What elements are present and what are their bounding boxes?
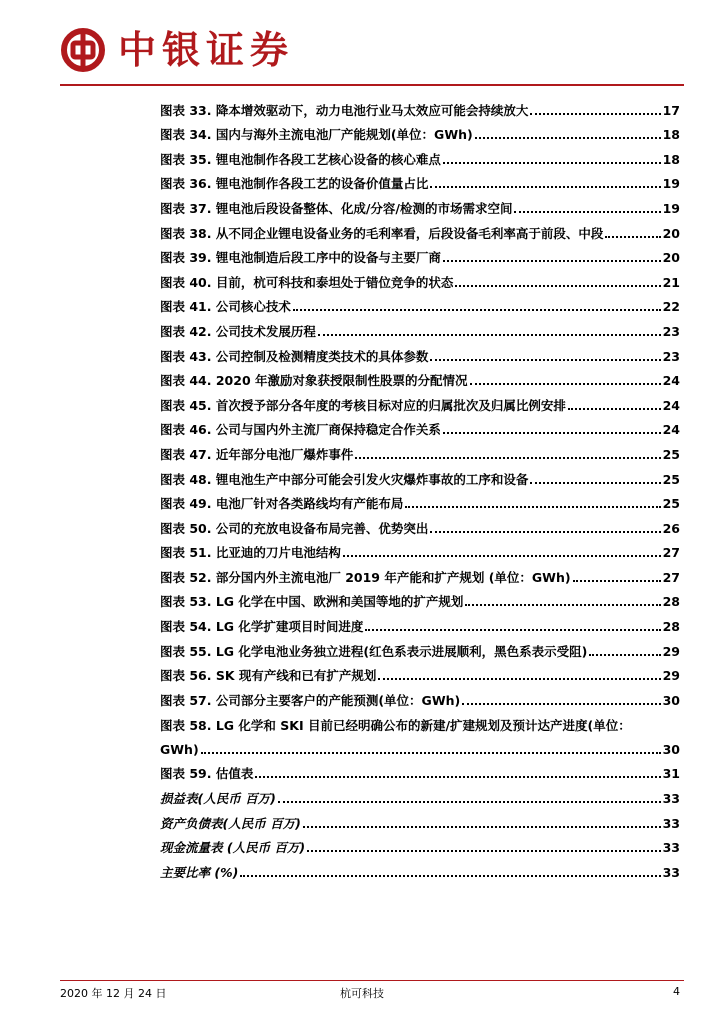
toc-leader — [465, 604, 660, 606]
toc-page-number: 28 — [662, 619, 680, 635]
toc-page-number: 25 — [662, 471, 680, 487]
toc-leader — [303, 826, 661, 828]
toc-entry[interactable] — [160, 758, 680, 783]
toc-leader — [240, 875, 660, 877]
toc-entry-title: 图表 55. LG 化学电池业务独立进程(红色系表示进展顺利，黑色系表示受阻) — [160, 643, 588, 659]
toc-page-number: 31 — [662, 766, 680, 782]
toc-page-number: 21 — [662, 274, 680, 290]
toc-entry[interactable] — [160, 414, 680, 439]
toc-entry[interactable] — [160, 242, 680, 267]
toc-entry[interactable] — [160, 610, 680, 635]
toc-entry[interactable] — [160, 266, 680, 291]
toc-entry-title: 图表 59. 估值表 — [160, 766, 254, 782]
toc-entry[interactable] — [160, 291, 680, 316]
toc-entry[interactable] — [160, 438, 680, 463]
footer-divider — [60, 980, 684, 981]
bank-of-china-logo-icon — [60, 27, 106, 73]
toc-leader — [430, 359, 660, 361]
toc-entry-title: 图表 39. 锂电池制造后段工序中的设备与主要厂商 — [160, 250, 441, 266]
toc-page-number: 25 — [662, 446, 680, 462]
footer-date: 2020 年 12 月 24 日 — [60, 987, 167, 1000]
toc-page-number: 18 — [662, 127, 680, 143]
toc-leader — [378, 678, 660, 680]
toc-entry[interactable] — [160, 340, 680, 365]
toc-entry-title: 图表 36. 锂电池制作各段工艺的设备价值量占比 — [160, 176, 429, 192]
toc-entry[interactable] — [160, 315, 680, 340]
toc-leader — [514, 211, 660, 213]
toc-entry-title: 图表 56. SK 现有产线和已有扩产规划 — [160, 668, 377, 684]
toc-leader — [443, 260, 661, 262]
toc-entry[interactable] — [160, 488, 680, 513]
toc-entry-title-cont: GWh) — [160, 741, 199, 757]
toc-page-number: 33 — [662, 791, 680, 807]
toc-page-number: 18 — [662, 151, 680, 167]
toc-entry[interactable] — [160, 807, 680, 832]
toc-page-number: 20 — [662, 250, 680, 266]
toc-leader — [365, 629, 660, 631]
report-header — [60, 22, 294, 78]
toc-leader — [605, 236, 660, 238]
toc-entry-title: 图表 47. 近年部分电池厂爆炸事件 — [160, 446, 354, 462]
toc-entry-title: 图表 33. 降本增效驱动下，动力电池行业马太效应可能会持续放大 — [160, 102, 529, 118]
toc-page-number: 24 — [662, 422, 680, 438]
toc-entry[interactable] — [160, 168, 680, 193]
toc-entry[interactable] — [160, 856, 680, 881]
toc-entry-title: 图表 38. 从不同企业锂电设备业务的毛利率看，后段设备毛利率高于前段、中段 — [160, 225, 604, 241]
toc-page-number: 29 — [662, 668, 680, 684]
toc-leader — [573, 580, 661, 582]
toc-leader — [405, 506, 660, 508]
toc-page-number: 30 — [662, 741, 680, 757]
toc-entry-title: 图表 45. 首次授予部分各年度的考核目标对应的归属批次及归属比例安排 — [160, 397, 566, 413]
toc-leader — [355, 457, 660, 459]
toc-page-number: 20 — [662, 225, 680, 241]
table-of-contents — [160, 94, 680, 881]
toc-entry[interactable] — [160, 463, 680, 488]
toc-entry-title: 图表 58. LG 化学和 SKI 目前已经明确公布的新建/扩建规划及预计达产进度(单位： — [160, 717, 631, 733]
toc-leader — [293, 309, 661, 311]
toc-page-number: 29 — [662, 643, 680, 659]
toc-leader — [568, 408, 661, 410]
toc-leader — [430, 186, 660, 188]
toc-page-number: 19 — [662, 176, 680, 192]
toc-entry-title: 图表 49. 电池厂针对各类路线均有产能布局 — [160, 496, 404, 512]
toc-entry[interactable] — [160, 537, 680, 562]
toc-page-number: 17 — [662, 102, 680, 118]
toc-entry-title: 图表 57. 公司部分主要客户的产能预测(单位：GWh) — [160, 692, 461, 708]
toc-entry-title: 图表 53. LG 化学在中国、欧洲和美国等地的扩产规划 — [160, 594, 464, 610]
footer-page-number: 4 — [673, 985, 680, 998]
toc-leader — [318, 334, 661, 336]
toc-entry[interactable] — [160, 684, 680, 709]
toc-entry-title: 图表 44. 2020 年激励对象获授限制性股票的分配情况 — [160, 373, 468, 389]
toc-leader — [589, 654, 660, 656]
toc-page-number: 26 — [662, 520, 680, 536]
toc-leader — [443, 162, 661, 164]
toc-leader — [530, 113, 660, 115]
toc-entry[interactable] — [160, 832, 680, 857]
toc-entry[interactable] — [160, 192, 680, 217]
toc-entry-title: 图表 37. 锂电池后段设备整体、化成/分容/检测的市场需求空间 — [160, 200, 513, 216]
toc-entry[interactable] — [160, 782, 680, 807]
toc-entry-title: 主要比率 (%) — [160, 864, 239, 880]
toc-leader — [343, 555, 661, 557]
toc-leader — [201, 752, 661, 754]
toc-entry[interactable] — [160, 365, 680, 390]
toc-entry-title: 图表 48. 锂电池生产中部分可能会引发火灾爆炸事故的工序和设备 — [160, 471, 529, 487]
toc-page-number: 23 — [662, 348, 680, 364]
toc-leader — [530, 482, 660, 484]
toc-page-number: 33 — [662, 840, 680, 856]
toc-entry-title: 图表 35. 锂电池制作各段工艺核心设备的核心难点 — [160, 151, 441, 167]
toc-leader — [278, 801, 661, 803]
toc-entry-title: 图表 54. LG 化学扩建项目时间进度 — [160, 619, 364, 635]
toc-entry-title: 图表 42. 公司技术发展历程 — [160, 323, 316, 339]
toc-entry-title: 图表 40. 目前，杭可科技和泰坦处于错位竞争的状态 — [160, 274, 454, 290]
toc-entry-title: 图表 34. 国内与海外主流电池厂产能规划(单位：GWh) — [160, 127, 473, 143]
toc-leader — [443, 432, 661, 434]
toc-entry-title: 图表 43. 公司控制及检测精度类技术的具体参数 — [160, 348, 429, 364]
toc-page-number: 33 — [662, 864, 680, 880]
toc-entry[interactable] — [160, 512, 680, 537]
toc-entry-title: 资产负债表(人民币 百万) — [160, 815, 301, 831]
toc-page-number: 23 — [662, 323, 680, 339]
toc-page-number: 27 — [662, 545, 680, 561]
toc-entry[interactable] — [160, 635, 680, 660]
toc-entry-title: 损益表(人民币 百万) — [160, 791, 276, 807]
toc-leader — [307, 850, 660, 852]
toc-entry-title: 图表 51. 比亚迪的刀片电池结构 — [160, 545, 341, 561]
toc-entry-title: 现金流量表 (人民币 百万) — [160, 840, 306, 856]
toc-leader — [455, 285, 660, 287]
toc-entry[interactable] — [160, 143, 680, 168]
toc-page-number: 19 — [662, 200, 680, 216]
toc-leader — [255, 776, 660, 778]
toc-entry-title: 图表 41. 公司核心技术 — [160, 299, 291, 315]
toc-entry-title: 图表 50. 公司的充放电设备布局完善、优势突出 — [160, 520, 429, 536]
toc-page-number: 28 — [662, 594, 680, 610]
toc-entry[interactable] — [160, 119, 680, 144]
toc-leader — [430, 531, 660, 533]
toc-page-number: 33 — [662, 815, 680, 831]
toc-leader — [475, 137, 661, 139]
toc-page-number: 24 — [662, 397, 680, 413]
toc-entry[interactable] — [160, 660, 680, 685]
toc-entry[interactable] — [160, 217, 680, 242]
toc-leader — [462, 703, 660, 705]
footer-company: 杭可科技 — [340, 987, 384, 1000]
toc-page-number: 30 — [662, 692, 680, 708]
toc-entry[interactable] — [160, 389, 680, 414]
toc-entry-title: 图表 52. 部分国内外主流电池厂 2019 年产能和扩产规划 (单位：GWh) — [160, 569, 571, 585]
toc-entry[interactable] — [160, 94, 680, 119]
toc-page-number: 25 — [662, 496, 680, 512]
toc-entry[interactable] — [160, 586, 680, 611]
toc-page-number: 27 — [662, 569, 680, 585]
toc-entry-title: 图表 46. 公司与国内外主流厂商保持稳定合作关系 — [160, 422, 441, 438]
brand-name: 中银证券 — [118, 27, 295, 72]
toc-entry[interactable] — [160, 709, 680, 758]
header-divider — [60, 84, 684, 86]
toc-page-number: 24 — [662, 373, 680, 389]
toc-entry[interactable] — [160, 561, 680, 586]
toc-page-number: 22 — [662, 299, 680, 315]
toc-leader — [470, 383, 661, 385]
